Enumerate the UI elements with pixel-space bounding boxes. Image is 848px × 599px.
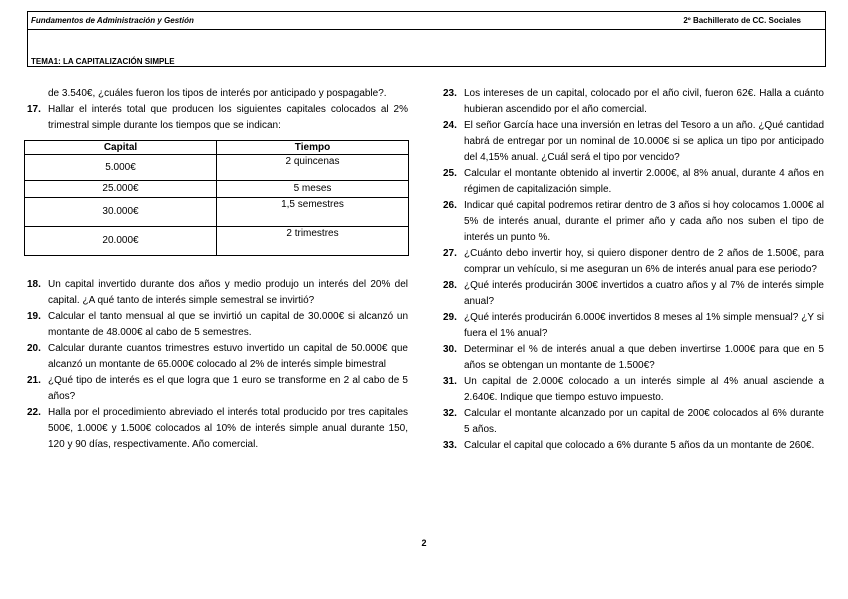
capital-cell: 20.000€ <box>25 227 217 256</box>
question-text: Un capital invertido durante dos años y medio produjo un interés del 20% del capital. ¿A qué tanto de interés simple semestral se invirtió? <box>48 279 408 306</box>
question-text: Calcular el montante alcanzado por un capital de 200€ colocados al 6% durante 5 años. <box>464 408 824 435</box>
table-row <box>25 227 409 256</box>
question-number: 18. <box>27 279 41 290</box>
question-number: 22. <box>27 407 41 418</box>
question-text: Hallar el interés total que producen los siguientes capitales colocados al 2% trimestral simple durante los tiempos que se indican: <box>48 104 408 131</box>
question-33 <box>443 438 824 454</box>
question-number: 31. <box>443 376 457 387</box>
question-text: Calcular durante cuantos trimestres estuvo invertido un capital de 50.000€ que alcanzó un montante de 65.000€ colocado al 2% de interés simple bimestral <box>48 343 408 370</box>
table-row <box>25 181 409 198</box>
question-31 <box>443 374 824 406</box>
table-row <box>25 198 409 227</box>
tiempo-cell: 1,5 semestres <box>217 198 409 227</box>
capital-cell: 30.000€ <box>25 198 217 227</box>
table-header-row <box>25 141 409 155</box>
tiempo-cell: 2 trimestres <box>217 227 409 256</box>
question-number: 30. <box>443 344 457 355</box>
question-number: 20. <box>27 343 41 354</box>
question-text: ¿Qué tipo de interés es el que logra que 1 euro se transforme en 2 al cabo de 5 años? <box>48 375 408 402</box>
question-text: Calcular el montante obtenido al invertir 2.000€, al 8% anual, durante 4 años en régimen de capitalización simple. <box>464 168 824 195</box>
question-text: Indicar qué capital podremos retirar dentro de 3 años si hoy colocamos 1.000€ al 5% de interés anual, durante el primer año y cada año nos suben el tipo de interés un punto %. <box>464 200 824 243</box>
question-text: ¿Cuánto debo invertir hoy, si quiero disponer dentro de 2 años de 1.500€, para comprar un vehículo, si me aseguran un 6% de interés anual para ese periodo? <box>464 248 824 275</box>
question-24 <box>443 118 824 166</box>
question-text: Halla por el procedimiento abreviado el interés total producido por tres capitales 500€, 1.000€ y 1.500€ colocados al 10% de interés simple anual durante 150, 120 y 90 días, respectivamente. Año comercial. <box>48 407 408 450</box>
question-text: Los intereses de un capital, colocado por el año civil, fueron 62€. Halla a cuánto hubieran ascendido por el año comercial. <box>464 88 824 115</box>
question-text: ¿Qué interés producirán 300€ invertidos a cuatro años y al 7% de interés simple anual? <box>464 280 824 307</box>
question-18 <box>27 277 408 309</box>
capital-cell: 5.000€ <box>25 155 217 181</box>
question-19 <box>27 309 408 341</box>
question-number: 28. <box>443 280 457 291</box>
column-header-capital: Capital <box>25 141 217 155</box>
question-number: 21. <box>27 375 41 386</box>
question-23 <box>443 86 824 118</box>
question-number: 17. <box>27 104 41 115</box>
question-29 <box>443 310 824 342</box>
capital-cell: 25.000€ <box>25 181 217 198</box>
question-16-continuation: de 3.540€, ¿cuáles fueron los tipos de interés por anticipado y pospagable?. <box>48 88 387 99</box>
question-20 <box>27 341 408 373</box>
question-number: 24. <box>443 120 457 131</box>
question-text: Calcular el capital que colocado a 6% durante 5 años da un montante de 260€. <box>464 440 815 451</box>
question-28 <box>443 278 824 310</box>
header-topic: TEMA1: LA CAPITALIZACIÓN SIMPLE <box>31 57 175 66</box>
tiempo-cell: 5 meses <box>217 181 409 198</box>
question-25 <box>443 166 824 198</box>
question-text: Calcular el tanto mensual al que se invirtió un capital de 30.000€ si alcanzó un montante de 48.000€ al cabo de 5 semestres. <box>48 311 408 338</box>
header-subject: Fundamentos de Administración y Gestión <box>31 16 194 25</box>
tiempo-cell: 2 quincenas <box>217 155 409 181</box>
question-30 <box>443 342 824 374</box>
question-number: 19. <box>27 311 41 322</box>
right-column <box>443 86 824 454</box>
question-number: 27. <box>443 248 457 259</box>
question-number: 26. <box>443 200 457 211</box>
capital-time-table <box>24 140 409 256</box>
question-text: Un capital de 2.000€ colocado a un interés simple al 4% anual asciende a 2.640€. Indique que tiempo estuvo impuesto. <box>464 376 824 403</box>
question-text: El señor García hace una inversión en letras del Tesoro a un año. ¿Qué cantidad habrá de entregar por un nominal de 10.000€ si se aplica un tipo por anticipado del 4,15% anual. ¿Cuál será el tipo por vencido? <box>464 120 824 163</box>
page-header <box>27 11 826 67</box>
column-header-tiempo: Tiempo <box>217 141 409 155</box>
question-text: ¿Qué interés producirán 6.000€ invertidos 8 meses al 1% simple mensual? ¿Y si fuera el 1% anual? <box>464 312 824 339</box>
header-course: 2º Bachillerato de CC. Sociales <box>683 16 801 25</box>
table-row <box>25 155 409 181</box>
question-number: 29. <box>443 312 457 323</box>
question-26 <box>443 198 824 246</box>
question-32 <box>443 406 824 438</box>
question-number: 32. <box>443 408 457 419</box>
question-22 <box>27 405 408 453</box>
question-number: 23. <box>443 88 457 99</box>
question-text: Determinar el % de interés anual a que deben invertirse 1.000€ para que en 5 años se obtengan un montante de 1.500€? <box>464 344 824 371</box>
question-17 <box>27 102 408 134</box>
header-divider <box>28 29 825 30</box>
question-21 <box>27 373 408 405</box>
question-27 <box>443 246 824 278</box>
question-number: 33. <box>443 440 457 451</box>
page-number: 2 <box>421 538 427 548</box>
question-number: 25. <box>443 168 457 179</box>
left-column <box>27 86 408 453</box>
